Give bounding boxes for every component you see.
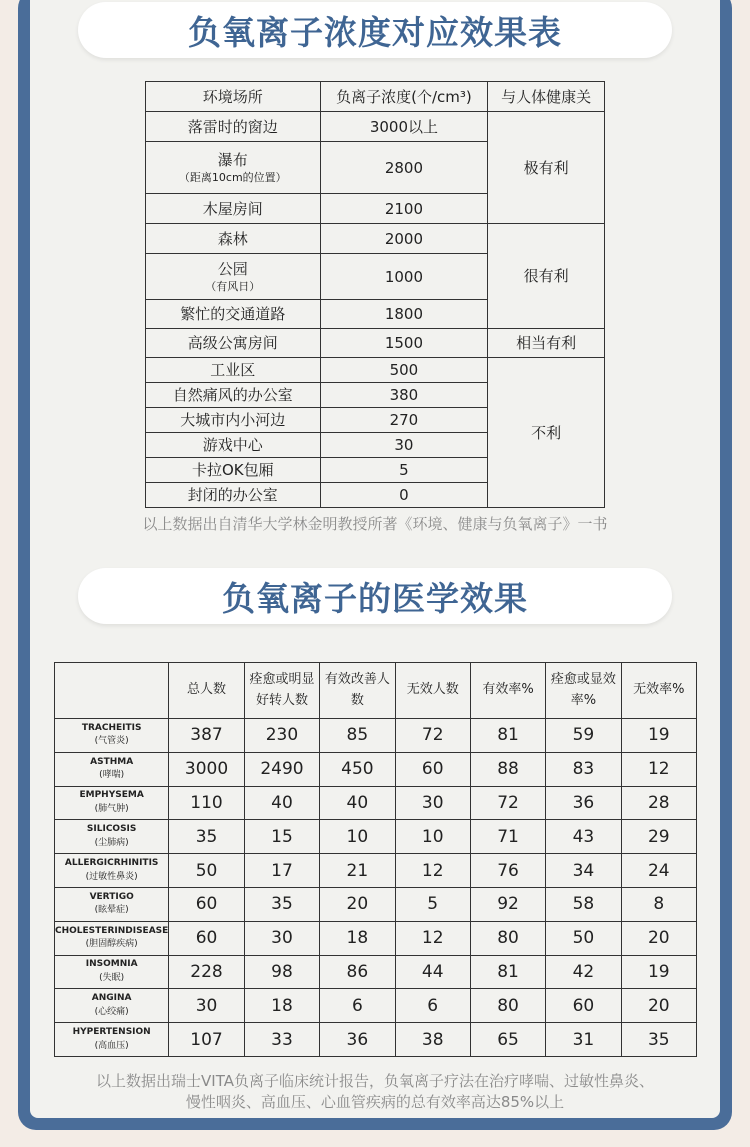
value-cell: 76 (470, 854, 545, 888)
value-cell: 58 (546, 887, 621, 921)
value-cell: 18 (320, 921, 395, 955)
section-title-medical-effects: 负氧离子的医学效果 (78, 568, 672, 624)
value-cell: 110 (169, 786, 244, 820)
value-cell: 40 (320, 786, 395, 820)
value-cell: 30 (244, 921, 319, 955)
value-cell: 35 (244, 887, 319, 921)
value-cell: 19 (621, 955, 696, 989)
value-cell: 81 (470, 955, 545, 989)
value-cell: 228 (169, 955, 244, 989)
value-cell: 50 (546, 921, 621, 955)
disease-cn: (胆固醇疾病) (85, 939, 138, 950)
value-cell: 6 (320, 989, 395, 1023)
place-cell: 工业区 (146, 358, 321, 383)
table-row (55, 921, 697, 955)
value-cell: 5 (320, 458, 488, 483)
header-cell: 有效改善人数 (320, 663, 395, 719)
value-cell: 81 (470, 719, 545, 753)
table-row (146, 112, 605, 142)
value-cell: 85 (320, 719, 395, 753)
table-row (55, 955, 697, 989)
value-cell: 29 (621, 820, 696, 854)
value-cell: 3000 (169, 752, 244, 786)
disease-cell (55, 989, 169, 1023)
value-cell: 80 (470, 921, 545, 955)
value-cell: 35 (621, 1023, 696, 1057)
value-cell: 19 (621, 719, 696, 753)
value-cell: 230 (244, 719, 319, 753)
value-cell: 8 (621, 887, 696, 921)
value-cell: 60 (395, 752, 470, 786)
disease-cn: (气管炎) (94, 736, 129, 747)
value-cell: 20 (621, 989, 696, 1023)
table-row (146, 358, 605, 383)
health-cell: 很有利 (488, 224, 605, 329)
source-note-2-line-2: 慢性咽炎、高血压、心血管疾病的总有效率高达85%以上 (185, 1093, 565, 1111)
value-cell: 1800 (320, 300, 488, 329)
header-cell: 无效人数 (395, 663, 470, 719)
value-cell: 2100 (320, 194, 488, 224)
value-cell: 31 (546, 1023, 621, 1057)
disease-en: ASTHMA (90, 756, 134, 767)
place-cell: 繁忙的交通道路 (146, 300, 321, 329)
value-cell: 60 (546, 989, 621, 1023)
source-note-2 (30, 1071, 720, 1113)
place-subnote: （距离10cm的位置） (178, 170, 287, 184)
value-cell: 92 (470, 887, 545, 921)
value-cell: 0 (320, 483, 488, 508)
place-subnote: （有风日） (205, 279, 261, 293)
value-cell: 2000 (320, 224, 488, 254)
disease-cn: (眩晕症) (94, 905, 129, 916)
disease-cell (55, 921, 169, 955)
place-cell: 大城市内小河边 (146, 408, 321, 433)
value-cell: 12 (395, 854, 470, 888)
value-cell: 12 (621, 752, 696, 786)
value-cell: 35 (169, 820, 244, 854)
value-cell: 83 (546, 752, 621, 786)
section-title-ion-concentration: 负氧离子浓度对应效果表 (78, 2, 672, 58)
value-cell: 28 (621, 786, 696, 820)
header-cell: 有效率% (470, 663, 545, 719)
health-cell: 不利 (488, 358, 605, 508)
disease-cell (55, 955, 169, 989)
disease-en: ANGINA (91, 993, 132, 1004)
value-cell: 65 (470, 1023, 545, 1057)
disease-cell (55, 887, 169, 921)
value-cell: 2800 (320, 142, 488, 194)
disease-cn: (哮喘) (99, 770, 125, 781)
header-cell (55, 663, 169, 719)
disease-cn: (失眠) (99, 972, 125, 983)
disease-cell (55, 719, 169, 753)
value-cell: 60 (169, 887, 244, 921)
value-cell: 450 (320, 752, 395, 786)
header-cell: 痊愈或明显好转人数 (244, 663, 319, 719)
value-cell: 10 (395, 820, 470, 854)
value-cell: 36 (320, 1023, 395, 1057)
disease-en: INSOMNIA (85, 959, 138, 970)
disease-cn: (高血压) (94, 1040, 129, 1051)
table-header-row (55, 663, 697, 719)
disease-cn: (尘肺病) (94, 837, 129, 848)
header-cell: 环境场所 (146, 82, 321, 112)
place-cell: 卡拉OK包厢 (146, 458, 321, 483)
value-cell: 43 (546, 820, 621, 854)
value-cell: 20 (320, 887, 395, 921)
header-cell: 总人数 (169, 663, 244, 719)
value-cell: 30 (320, 433, 488, 458)
value-cell: 71 (470, 820, 545, 854)
header-cell: 与人体健康关 (488, 82, 605, 112)
header-cell: 负离子浓度(个/cm³) (320, 82, 488, 112)
value-cell: 380 (320, 383, 488, 408)
value-cell: 20 (621, 921, 696, 955)
disease-cn: (过敏性鼻炎) (85, 871, 138, 882)
value-cell: 387 (169, 719, 244, 753)
disease-en: EMPHYSEMA (79, 790, 144, 801)
value-cell: 12 (395, 921, 470, 955)
value-cell: 60 (169, 921, 244, 955)
place-cell: 自然痛风的办公室 (146, 383, 321, 408)
value-cell: 3000以上 (320, 112, 488, 142)
disease-en: TRACHEITIS (81, 722, 142, 733)
source-note-1: 以上数据出自清华大学林金明教授所著《环境、健康与负氧离子》一书 (142, 515, 608, 533)
value-cell: 44 (395, 955, 470, 989)
value-cell: 30 (169, 989, 244, 1023)
value-cell: 1000 (320, 254, 488, 300)
health-cell: 极有利 (488, 112, 605, 224)
table-row (55, 989, 697, 1023)
value-cell: 38 (395, 1023, 470, 1057)
table-row (55, 786, 697, 820)
value-cell: 30 (395, 786, 470, 820)
value-cell: 21 (320, 854, 395, 888)
value-cell: 80 (470, 989, 545, 1023)
place-cell: 封闭的办公室 (146, 483, 321, 508)
value-cell: 86 (320, 955, 395, 989)
table-row (146, 329, 605, 358)
value-cell: 50 (169, 854, 244, 888)
place-cell: 高级公寓房间 (146, 329, 321, 358)
disease-en: SILICOSIS (86, 824, 137, 835)
disease-en: ALLERGICRHINITIS (64, 858, 159, 869)
table-header-row (146, 82, 605, 112)
disease-cell (55, 854, 169, 888)
value-cell: 98 (244, 955, 319, 989)
header-cell: 无效率% (621, 663, 696, 719)
value-cell: 36 (546, 786, 621, 820)
value-cell: 88 (470, 752, 545, 786)
value-cell: 6 (395, 989, 470, 1023)
value-cell: 17 (244, 854, 319, 888)
disease-en: HYPERTENSION (72, 1027, 151, 1038)
source-note-2-line-1: 以上数据出瑞士VITA负离子临床统计报告，负氧离子疗法在治疗哮喘、过敏性鼻炎、 (96, 1072, 654, 1090)
value-cell: 15 (244, 820, 319, 854)
place-cell: 落雷时的窗边 (146, 112, 321, 142)
value-cell: 2490 (244, 752, 319, 786)
value-cell: 33 (244, 1023, 319, 1057)
place-cell: 瀑布 （距离10cm的位置） (146, 142, 321, 194)
table-row (55, 887, 697, 921)
ion-concentration-table (145, 81, 605, 508)
header-cell: 痊愈或显效率% (546, 663, 621, 719)
disease-cn: (心绞痛) (94, 1006, 129, 1017)
disease-en: VERTIGO (89, 891, 134, 902)
value-cell: 40 (244, 786, 319, 820)
health-cell: 相当有利 (488, 329, 605, 358)
value-cell: 42 (546, 955, 621, 989)
table-row (55, 854, 697, 888)
value-cell: 59 (546, 719, 621, 753)
place-cell: 森林 (146, 224, 321, 254)
value-cell: 34 (546, 854, 621, 888)
disease-cell (55, 1023, 169, 1057)
value-cell: 10 (320, 820, 395, 854)
value-cell: 270 (320, 408, 488, 433)
disease-cn: (肺气肿) (94, 803, 129, 814)
value-cell: 500 (320, 358, 488, 383)
table-row (146, 224, 605, 254)
value-cell: 107 (169, 1023, 244, 1057)
place-cell: 游戏中心 (146, 433, 321, 458)
table-row (55, 719, 697, 753)
value-cell: 18 (244, 989, 319, 1023)
value-cell: 1500 (320, 329, 488, 358)
value-cell: 72 (395, 719, 470, 753)
place-cell: 公园 （有风日） (146, 254, 321, 300)
value-cell: 24 (621, 854, 696, 888)
table-row (55, 752, 697, 786)
table-row (55, 820, 697, 854)
disease-en: CHOLESTERINDISEASE (55, 925, 169, 936)
disease-cell (55, 786, 169, 820)
table-row (55, 1023, 697, 1057)
value-cell: 72 (470, 786, 545, 820)
disease-cell (55, 820, 169, 854)
disease-cell (55, 752, 169, 786)
value-cell: 5 (395, 887, 470, 921)
medical-effects-table (54, 662, 697, 1057)
place-cell: 木屋房间 (146, 194, 321, 224)
